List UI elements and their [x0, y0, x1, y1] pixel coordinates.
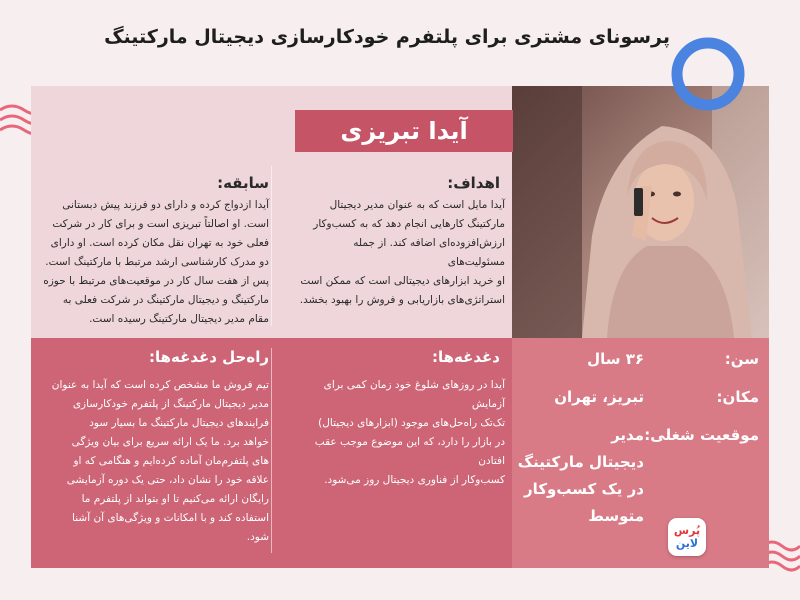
location-label: مکان:	[716, 388, 759, 406]
background-line: دو مدرک کارشناسی ارشد مرتبط با مارکتینگ است.	[45, 256, 269, 268]
location-value: تبریز، تهران	[554, 388, 644, 406]
job-line: مدیر	[611, 426, 644, 444]
solution-line: شود.	[246, 531, 269, 543]
goals-line: مارکتینگ کارهایی انجام دهد که به کسب‌وکار	[313, 218, 505, 230]
job-line: دیجیتال مارکتینگ	[517, 453, 644, 471]
persona-photo	[512, 86, 769, 338]
solution-line: های پلتفرم‌مان آماده کرده‌ایم و هنگامی که او	[73, 455, 269, 467]
concerns-line: آیدا در روزهای شلوغ خود زمان کمی برای آزمایش	[323, 379, 505, 410]
solution-line: رایگان ارائه می‌کنیم تا او بتواند از پلتفرم ما	[81, 493, 269, 505]
goals-heading: اهداف:	[447, 174, 500, 192]
solution-line: تیم فروش ما مشخص کرده است که آیدا به عنوان	[51, 379, 269, 391]
background-text	[39, 196, 269, 329]
background-heading: سابقه:	[217, 174, 269, 192]
logo-line-2: لاین	[675, 537, 699, 550]
background-line: مارکتینگ و دیجیتال مارکتینگ در شرکت فعلی به	[62, 294, 269, 306]
background-line: پس از هفت سال کار در موقعیت‌های مرتبط با حوزه	[43, 275, 269, 287]
job-line: در یک کسب‌وکار	[524, 480, 644, 498]
goals-line: ارزش‌افزوده‌ای اضافه کند. از جمله مسئولیت‌های	[353, 237, 505, 268]
background-line: است. او اصالتاً تبریزی است و برای کار در شرکت	[52, 218, 269, 230]
solution-text	[39, 376, 269, 547]
concerns-heading: دغدغه‌ها:	[432, 348, 500, 366]
age-value: ۳۶ سال	[587, 350, 644, 368]
concerns-line: تک‌تک راه‌حل‌های موجود (ابزارهای دیجیتال)	[318, 417, 505, 429]
solution-line: علاقه خود را نشان داد، حتی یک دوره آزمایشی	[66, 474, 269, 486]
ring-decoration	[668, 34, 748, 114]
top-divider	[271, 166, 272, 326]
goals-line: آیدا مایل است که به عنوان مدیر دیجیتال	[329, 199, 505, 211]
age-label: سن:	[724, 350, 759, 368]
bottom-divider	[271, 348, 272, 553]
background-line: مقام مدیر دیجیتال مارکتینگ رسیده است.	[89, 313, 269, 325]
job-value	[514, 422, 644, 530]
goals-text	[293, 196, 505, 310]
goals-line: او خرید ابزارهای دیجیتالی است که ممکن است	[300, 275, 505, 287]
concerns-line: در بازار را دارد، که این موضوع موجب عقب افتادن	[314, 436, 505, 467]
brand-logo	[668, 518, 706, 556]
solution-line: فرایندهای دیجیتال مارکتینگ ما بسیار سود	[89, 417, 269, 429]
job-line: متوسط	[588, 507, 644, 525]
concerns-line: کسب‌وکار از فناوری دیجیتال روز می‌شود.	[324, 474, 505, 486]
logo-line-1: پُرس	[673, 524, 701, 537]
solution-line: خواهد برد. ما یک ارائه سریع برای بیان ویژگی	[71, 436, 269, 448]
solution-line: استفاده کند و با امکانات و ویژگی‌های آن آشنا	[72, 512, 269, 524]
goals-line: استراتژی‌های بازاریابی و فروش را بهبود بخشد.	[299, 294, 505, 306]
solution-line: مدیر دیجیتال مارکتینگ از پلتفرم خودکارسازی	[72, 398, 269, 410]
persona-card	[31, 86, 769, 568]
solution-heading: راه‌حل دغدغه‌ها:	[148, 348, 269, 366]
job-label: موقعیت شغلی:	[644, 426, 759, 444]
background-line: فعلی خود به تهران نقل مکان کرده است. او دارای	[50, 237, 269, 249]
background-line: آیدا ازدواج کرده و دارای دو فرزند پیش دبستانی	[62, 199, 269, 211]
persona-name: آیدا تبریزی	[295, 110, 513, 152]
page-title: پرسونای مشتری برای پلتفرم خودکارسازی دیجیتال مارکتینگ	[104, 26, 670, 48]
concerns-text	[293, 376, 505, 490]
